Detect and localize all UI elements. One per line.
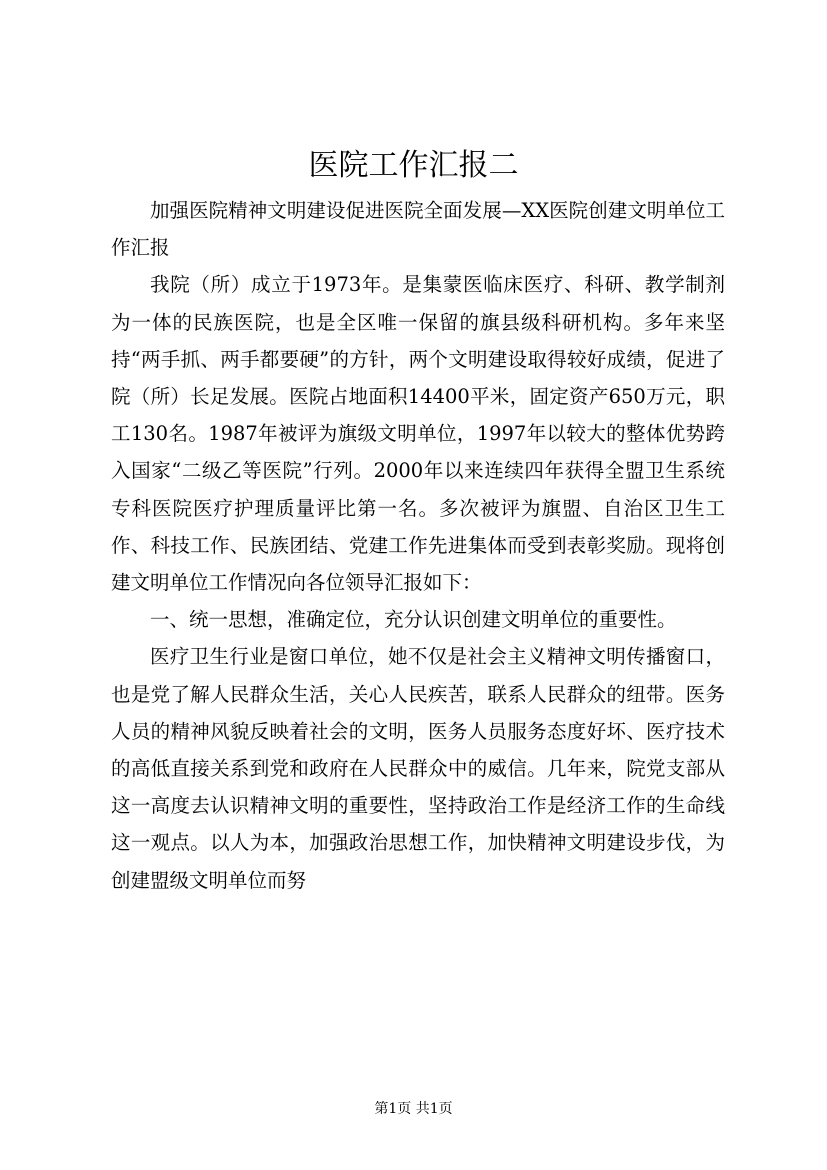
document-body <box>111 192 725 899</box>
paragraph-section-body: 医疗卫生行业是窗口单位，她不仅是社会主义精神文明传播窗口，也是党了解人民群众生活，关心人民疾苦，联系人民群众的纽带。医务人员的精神风貌反映着社会的文明，医务人员服务态度好坏、医疗技术的高低直接关系到党和政府在人民群众中的威信。几年来，院党支部从这一高度去认识精神文明的重要性，坚持政治工作是经济工作的生命线这一观点。以人为本，加强政治思想工作，加快精神文明建设步伐，为创建盟级文明单位而努 <box>111 645 725 892</box>
document-title: 医院工作汇报二 <box>308 148 519 183</box>
paragraph-section-heading: 一、统一思想，准确定位，充分认识创建文明单位的重要性。 <box>150 608 677 632</box>
paragraph-subtitle: 加强医院精神文明建设促进医院全面发展—XX医院创建文明单位工作汇报 <box>111 199 725 260</box>
paragraph-introduction: 我院（所）成立于1973年。是集蒙医临床医疗、科研、教学制剂为一体的民族医院，也是全区唯一保留的旗县级科研机构。多年来坚持“两手抓、两手都要硬”的方针，两个文明建设取得较好成绩，促进了院（所）长足发展。医院占地面积14400平米，固定资产650万元，职工130名。1987年被评为旗级文明单位，1997年以较大的整体优势跨入国家“二级乙等医院”行列。2000年以来连续四年获得全盟卫生系统专科医院医疗护理质量评比第一名。多次被评为旗盟、自治区卫生工作、科技工作、民族团结、党建工作先进集体而受到表彰奖励。现将创建文明单位工作情况向各位领导汇报如下： <box>111 273 725 595</box>
page-footer: 第1页 共1页 <box>374 1101 453 1117</box>
